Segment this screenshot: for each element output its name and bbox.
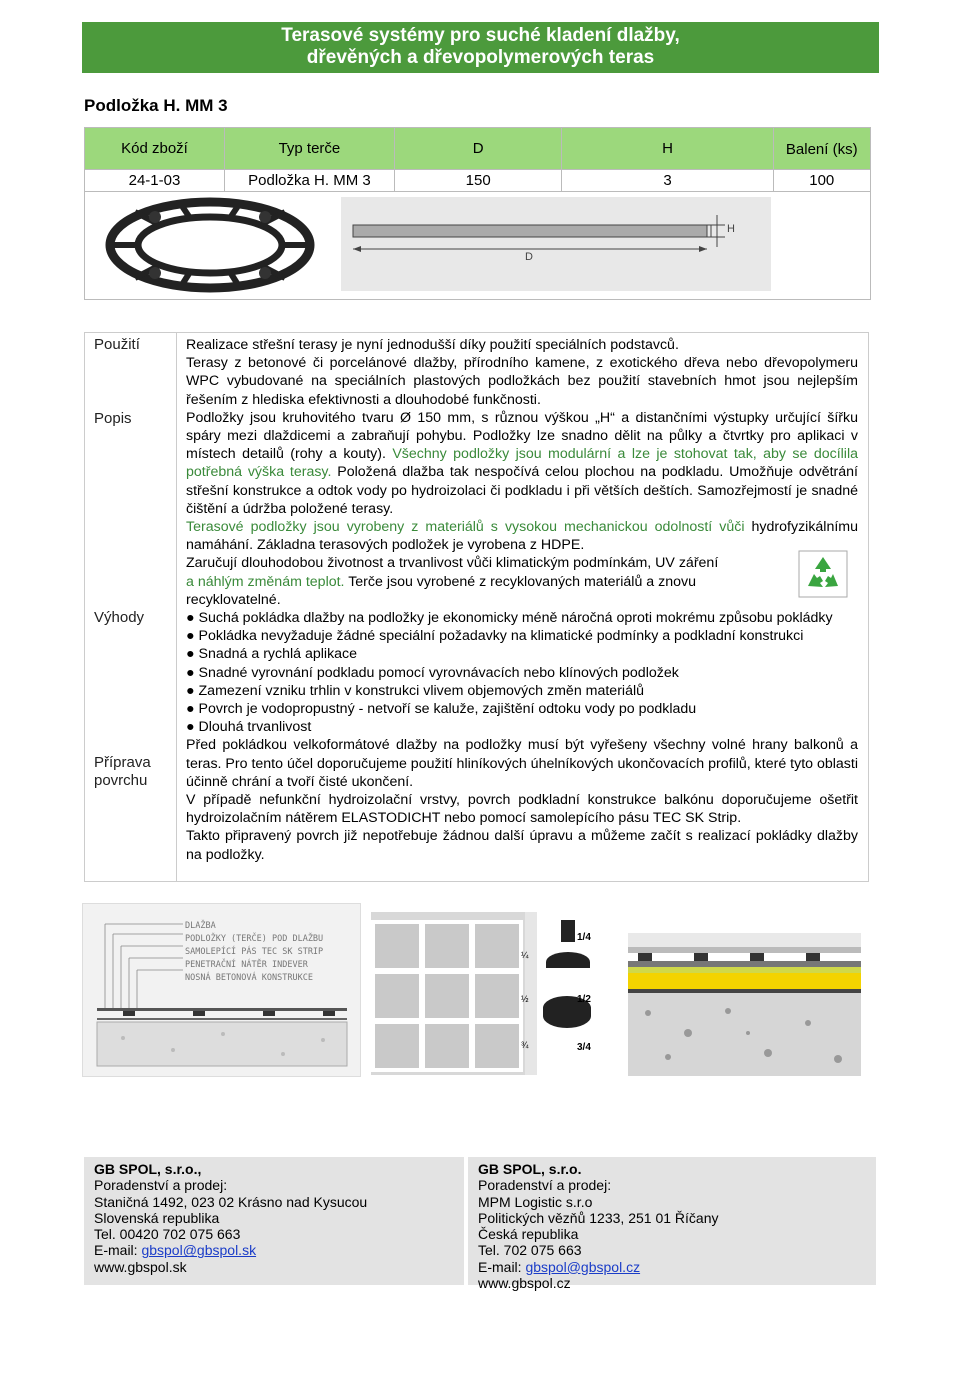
roof-section-image [628,933,861,1076]
popis-p4d: recyklovatelné. [186,591,281,608]
header-type: Typ terče [224,128,394,170]
info-labels-column [84,332,177,882]
popis-p3-green: Terasové podložky jsou vyrobeny z materiálů s vysokou mechanickou odolností vůči [186,519,745,536]
list-item: ● Snadná a rychlá aplikace [186,646,358,663]
fraction-label: ¼ [521,950,529,960]
priprava-p2: V případě nefunkční hydroizolační vrstvy, povrch podkladní konstrukce balkónu doporučujeme ošetřit hydroizolačním nátěrem ELASTODICHT nebo pomocí samolepícího pásu TEC SK Strip. [186,792,858,827]
header-d: D [394,128,562,170]
cell-h: 3 [562,170,773,192]
technical-drawing [341,197,771,291]
product-photo [105,195,315,295]
table-image-row [85,192,871,300]
vyhody-list [186,609,858,736]
footer-right-email-link[interactable]: gbspol@gbspol.cz [525,1258,641,1275]
footer-right [468,1157,876,1292]
intro-text: Terasy z betonové či porcelánové dlažby, přírodního kamene, z exotického dřeva nebo dřevopolymeru WPC vybudované na speciálních plastových podložkách bez použití stavebních hmot jsou nejlepším řešením z hlediska efektivnosti a dlouhodobé funkčnosti. [186,355,858,408]
cell-code: 24-1-03 [85,170,225,192]
popis-p4b: a náhlým změnám teplot. [186,573,345,590]
fraction-label: 3/4 [577,1042,591,1053]
layer-label: PENETRAČNÍ NÁTĚR INDEVER [185,960,308,970]
priprava-p1: Před pokládkou velkoformátové dlažby na podložky musí být vyřešeny všechny volné hrany balkonů a teras. Pro tento účel doporučujeme použití hliníkových úhelníkových ukončovacích profilů, které tyto oblasti účinně chrání a tvoří čisté ukončení. [186,737,858,790]
list-item: ● Snadné vyrovnání podkladu pomocí vyrovnávacích nebo klínových podložek [186,664,679,681]
page-header [82,22,879,73]
footer-right-email-label: E-mail: [478,1258,526,1275]
footer-left-web[interactable]: www.gbspol.sk [94,1258,187,1275]
footer-right-web[interactable]: www.gbspol.cz [478,1275,571,1292]
header-title-line1: Terasové systémy pro suché kladení dlažby, [281,25,680,46]
header-pack: Balení (ks) [773,128,871,170]
layer-label: NOSNÁ BETONOVÁ KONSTRUKCE [185,973,313,983]
cell-d: 150 [394,170,562,192]
popis-p4c: Terče jsou vyrobené z recyklovaných materiálů a znovu [348,573,696,590]
layer-label: SAMOLEPÍCÍ PÁS TEC SK STRIP [185,947,324,957]
fraction-label: 1/2 [577,994,591,1005]
info-text [186,336,858,864]
label-vyhody: Výhody [94,609,145,626]
footer-left-line2: Staničná 1492, 023 02 Krásno nad Kysucou [94,1193,368,1210]
table-header-row [85,128,871,170]
popis-p1-text: Podložky jsou kruhovitého tvaru Ø 150 mm, s různou výškou „H“ a distančními výstupky určující šířku spáry mezi dlaždicemi a zabraňují pohybu. Podložky lze snadno dělit na půlky a čtvrtky pro aplikaci v místech detailů (rohy a kouty). [186,409,858,463]
fraction-label: ¾ [521,1040,529,1050]
label-h: H [727,223,735,235]
list-item: ● Zamezení vzniku trhlin v konstrukci vlivem objemových změn materiálů [186,682,644,699]
label-priprava-line2: povrchu [94,772,148,789]
popis-p4-block [186,554,858,609]
label-d: D [525,251,533,263]
popis-p3-text: hydrofyzikálnímu namáhání. Základna terasových podložek je vyrobena z HDPE. [186,519,858,554]
cell-pack: 100 [773,170,871,192]
popis-p1 [186,409,858,518]
fraction-label: ½ [521,994,529,1004]
layer-label: PODLOŽKY (TERČE) POD DLAŽBU [185,934,324,944]
footer-right-company: GB SPOL, s.r.o. [478,1161,582,1177]
product-table [84,127,871,300]
list-item: ● Pokládka nevyžaduje žádné speciální požadavky na klimatické podmínky a podkladní konstrukci [186,628,804,645]
footer-left-line4: Tel. 00420 702 075 663 [94,1226,241,1243]
list-item: ● Povrch je vodopropustný - netvoří se kaluže, zajištění odtoku vody po podkladu [186,701,697,718]
header-h: H [562,128,773,170]
popis-p1-green: Všechny podložky jsou modulární a lze je stohovat tak, aby se docílila potřebná výška terasy. [186,446,858,481]
layer-label: DLAŽBA [185,921,216,931]
pouziti-text: Realizace střešní terasy je nyní jednodušší díky použití speciálních podstavců. [186,337,679,353]
footer-right-line2: MPM Logistic s.r.o [478,1193,593,1210]
footer-left-email-label: E-mail: [94,1242,142,1259]
footer-left-email-link[interactable]: gbspol@gbspol.sk [141,1242,257,1259]
recycle-icon [798,550,848,598]
label-priprava [94,754,151,790]
label-pouziti: Použití [94,336,140,353]
footer-right-line3: Politických vězňů 1233, 251 01 Říčany [478,1209,719,1226]
popis-p4a: Zaručují dlouhodobou životnost a trvanlivost vůči klimatickým podmínkám, UV záření [186,555,719,572]
section-diagram [82,903,361,1077]
priprava-p3: Takto připravený povrch již nepotřebuje žádnou další úpravu a můžeme začít s realizací pokládky dlažby na podložky. [186,828,858,863]
footer-left-line3: Slovenská republika [94,1209,220,1226]
cell-type: Podložka H. MM 3 [224,170,394,192]
footer-right-line5: Tel. 702 075 663 [478,1242,582,1259]
tile-layout-diagram [371,912,614,1075]
label-priprava-line1: Příprava [94,754,151,771]
popis-p2-text: Položená dlažba tak nespočívá celou plochou na podkladu. Umožňuje odvětrání střešní konstrukce a odtok vody po hydroizolaci či podkladu i při větších deštích. Samozřejmostí je snadné čištění a údržba položené terasy. [186,464,858,517]
table-row [85,170,871,192]
popis-p3 [186,518,858,554]
footer-right-line1: Poradenství a prodej: [478,1177,612,1194]
list-item: ● Suchá pokládka dlažby na podložky je ekonomicky méně náročná oproti mokrému způsobu pokládky [186,610,833,627]
footer-left-company: GB SPOL, s.r.o., [94,1161,202,1177]
product-title: Podložka H. MM 3 [84,96,228,115]
header-title-line2: dřevěných a dřevopolymerových teras [306,47,655,68]
label-popis: Popis [94,410,132,427]
footer-left [84,1157,464,1285]
footer-left-line1: Poradenství a prodej: [94,1177,228,1194]
footer-right-line4: Česká republika [478,1226,579,1243]
list-item: ● Dlouhá trvanlivost [186,719,312,736]
header-code: Kód zboží [85,128,225,170]
fraction-label: 1/4 [577,932,591,943]
